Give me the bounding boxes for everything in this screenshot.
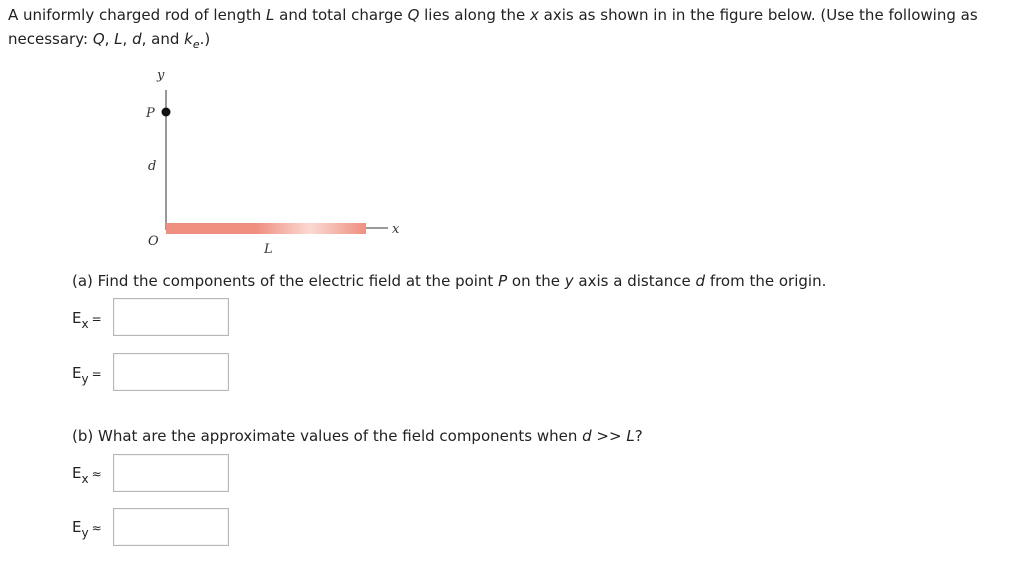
point-p-dot [162, 108, 171, 117]
qa-text-2: on the [507, 272, 565, 290]
comma: , [104, 30, 115, 48]
var-L-list: L [114, 30, 123, 48]
var-d-list: d [132, 30, 142, 48]
ey-subscript: y [81, 526, 89, 540]
distance-d-label: d [148, 159, 157, 174]
equals-sign: = [91, 312, 102, 326]
ex-subscript: x [81, 317, 89, 331]
intro-text-1: A uniformly charged rod of length [8, 6, 266, 24]
question-b [72, 427, 643, 445]
var-ke: k [184, 30, 193, 48]
var-Q: Q [407, 6, 420, 24]
point-p-label: P [146, 106, 155, 121]
qb-var-d: d [582, 427, 592, 445]
x-axis-label: x [392, 222, 400, 237]
ex-subscript: x [81, 472, 89, 486]
qb-text-3: ? [634, 427, 643, 445]
qa-var-y: y [564, 272, 574, 290]
y-axis-label: y [157, 68, 165, 83]
intro-text-3: lies along the [419, 6, 531, 24]
and-text: , and [141, 30, 185, 48]
rod-figure [140, 62, 410, 262]
answer-b-ex-field[interactable] [113, 454, 229, 492]
ey-symbol: E [72, 518, 82, 536]
var-Q-list: Q [92, 30, 105, 48]
figure-svg [140, 62, 410, 262]
intro-text-4: axis as shown in in the figure below. (Use the following as necessary: [8, 6, 978, 48]
label-b-ey [72, 518, 102, 540]
var-L: L [266, 6, 275, 24]
approx-sign: ≈ [91, 467, 102, 481]
qa-text-1: (a) Find the components of the electric field at the point [72, 272, 499, 290]
ey-symbol: E [72, 364, 82, 382]
qa-text-4: from the origin. [705, 272, 827, 290]
comma: , [122, 30, 133, 48]
subscript-e: e [192, 38, 200, 51]
charged-rod [166, 223, 366, 234]
intro-end: .) [199, 30, 211, 48]
problem-statement [8, 3, 1013, 51]
ex-symbol: E [72, 464, 82, 482]
approx-sign: ≈ [91, 521, 102, 535]
equals-sign: = [91, 367, 102, 381]
question-a [72, 272, 826, 290]
answer-a-ex-field[interactable] [113, 298, 229, 336]
ex-symbol: E [72, 309, 82, 327]
qa-var-d: d [695, 272, 706, 290]
ey-subscript: y [81, 372, 89, 386]
qa-text-3: axis a distance [573, 272, 696, 290]
intro-text-2: and total charge [274, 6, 408, 24]
label-b-ex [72, 464, 102, 486]
qb-text-1: (b) What are the approximate values of the field components when [72, 427, 583, 445]
label-a-ex [72, 309, 102, 331]
qb-text-2: >> [591, 427, 627, 445]
qb-var-L: L [626, 427, 635, 445]
var-x: x [530, 6, 539, 24]
origin-label: O [148, 234, 159, 249]
label-a-ey [72, 364, 102, 386]
answer-a-ey-field[interactable] [113, 353, 229, 391]
length-l-label: L [264, 242, 273, 257]
answer-b-ey-field[interactable] [113, 508, 229, 546]
var-ke-subscript [193, 38, 200, 51]
qa-var-P: P [498, 272, 508, 290]
